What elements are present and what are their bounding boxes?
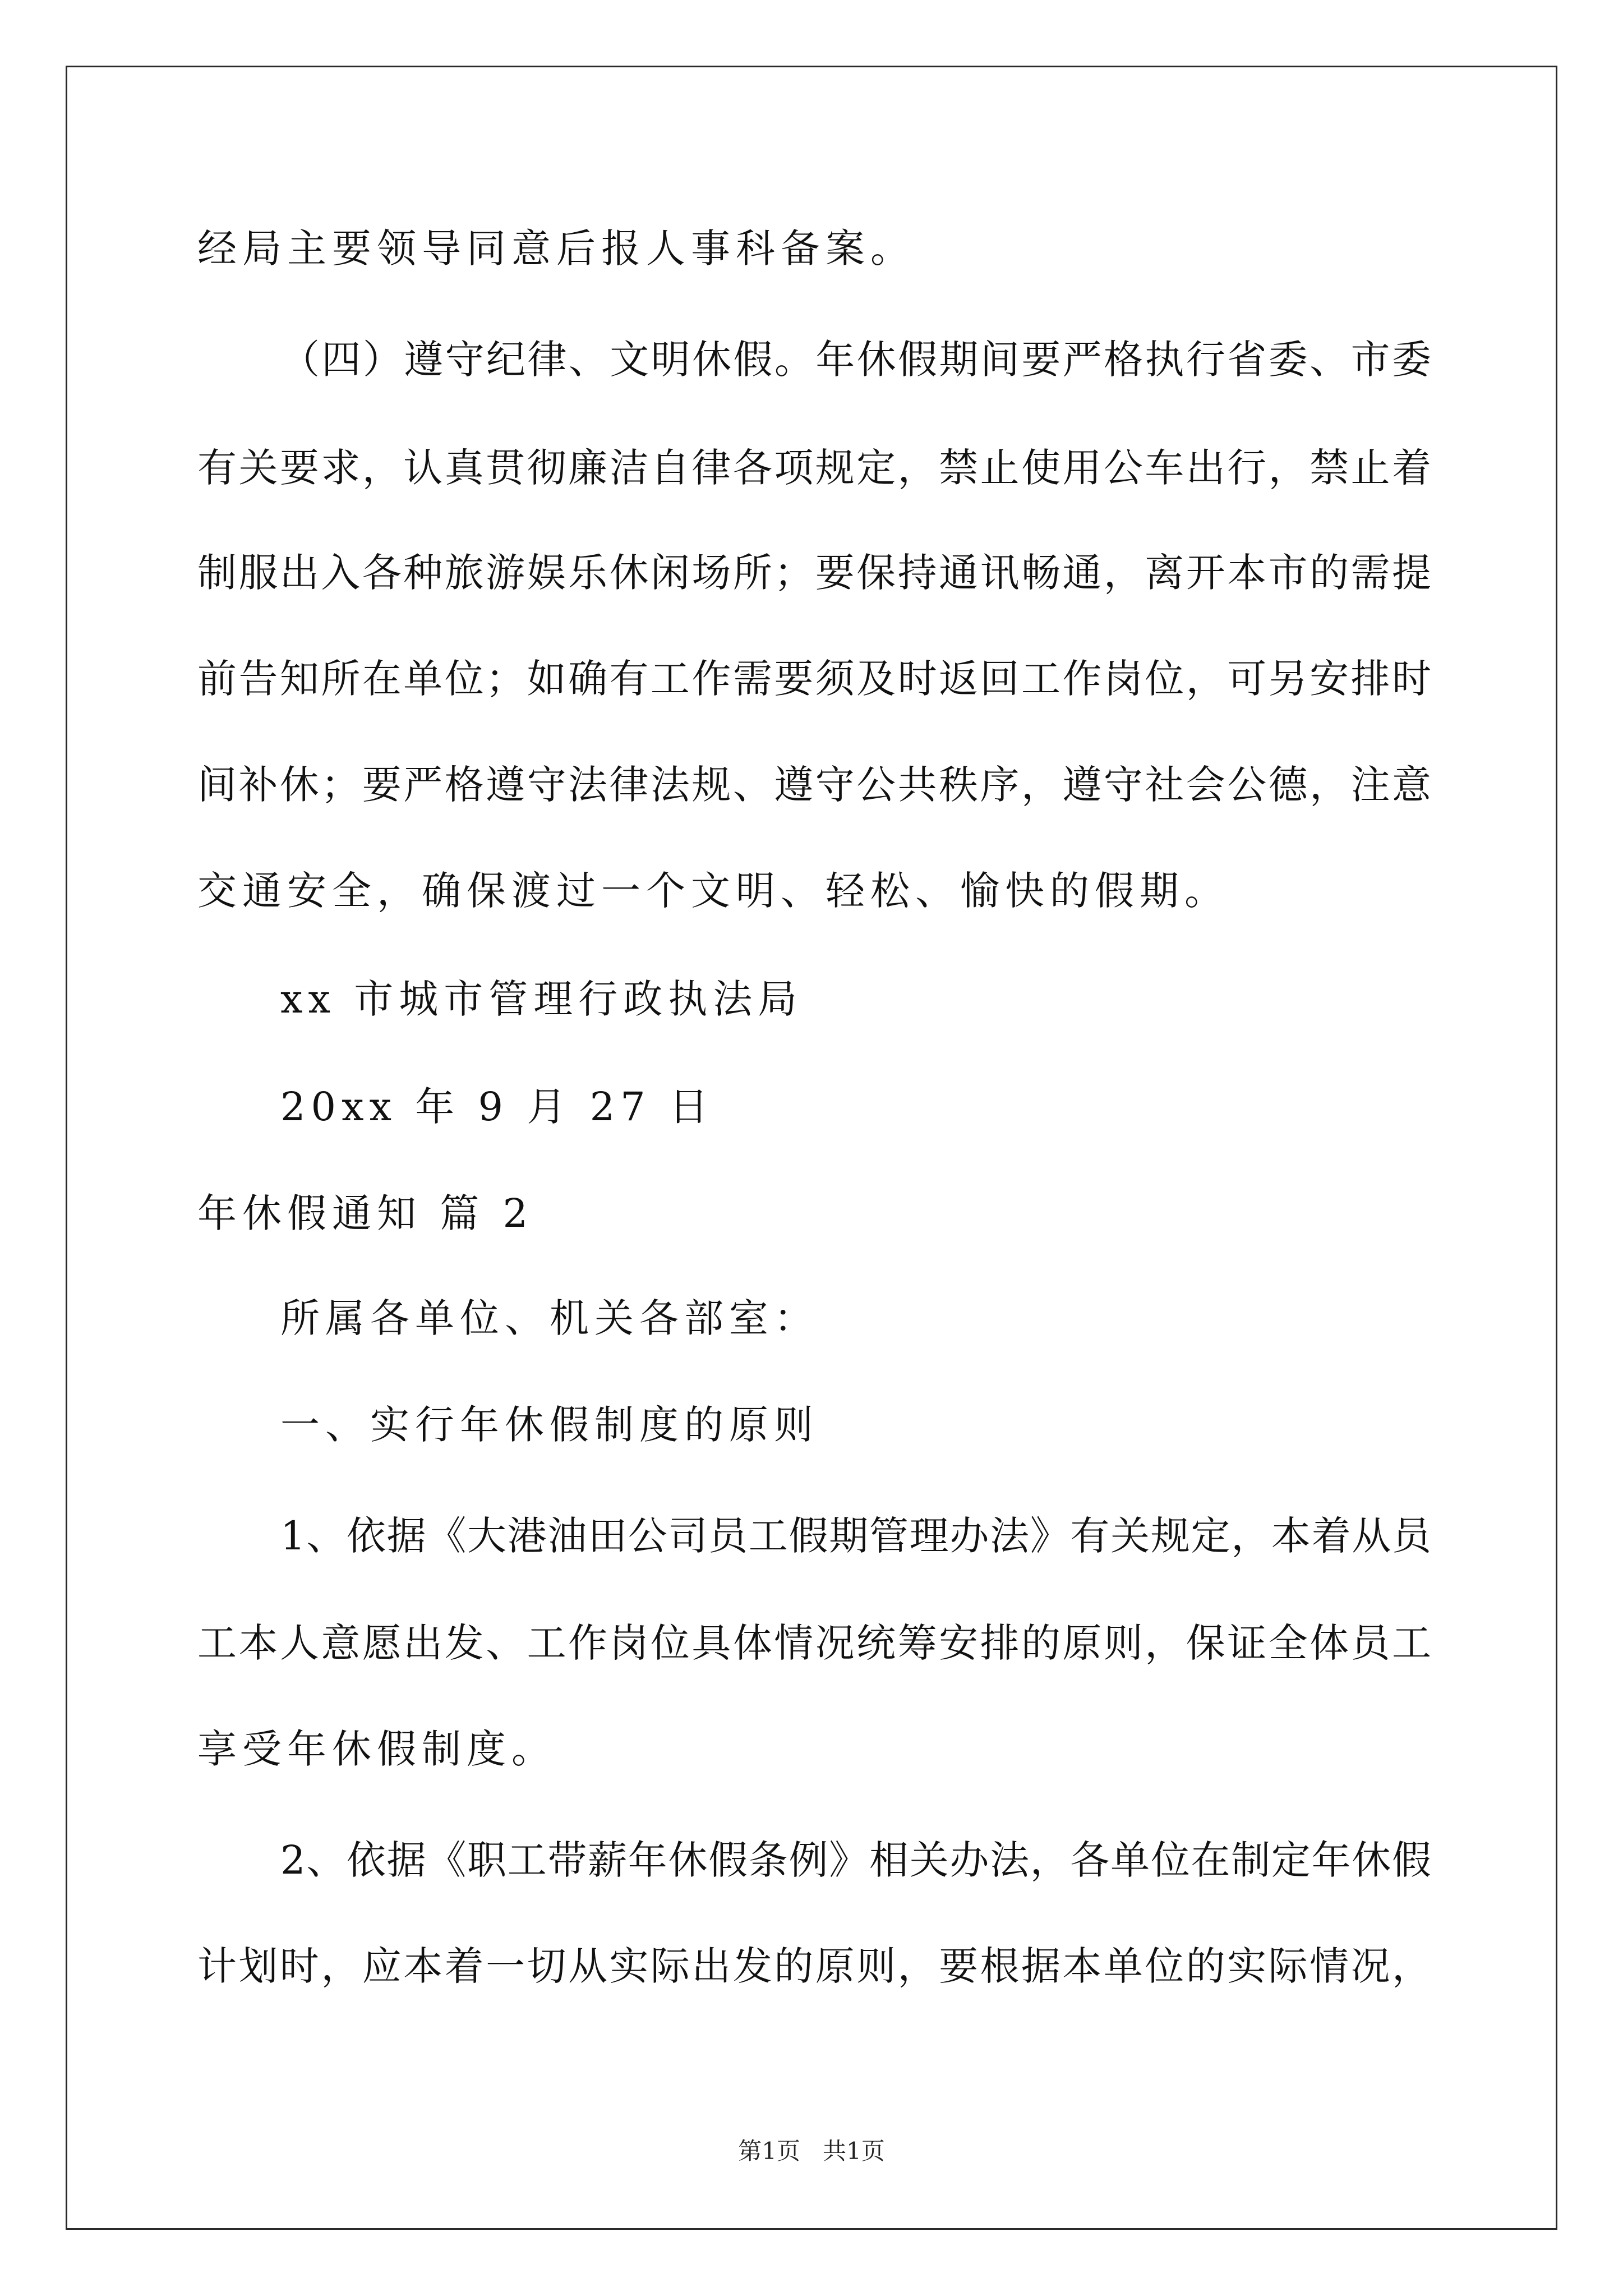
body-text-line: 前告知所在单位；如确有工作需要须及时返回工作岗位，可另安排时 [197, 656, 1431, 702]
body-text-line: 2、依据《职工带薪年休假条例》相关办法，各单位在制定年休假 [280, 1837, 1431, 1883]
article-title: 年休假通知 篇 2 [197, 1190, 534, 1236]
page-number-footer: 第1页 共1页 [738, 2137, 885, 2165]
body-text-line: 有关要求，认真贯彻廉洁自律各项规定，禁止使用公车出行，禁止着 [197, 445, 1431, 491]
page-border [66, 66, 1557, 2230]
body-text-line: 制服出入各种旅游娱乐休闲场所；要保持通讯畅通，离开本市的需提 [197, 550, 1431, 596]
salutation: 所属各单位、机关各部室： [280, 1295, 819, 1341]
issuer-name: xx 市城市管理行政执法局 [280, 976, 803, 1022]
section-heading: 一、实行年休假制度的原则 [280, 1402, 819, 1448]
body-text-line: 享受年休假制度。 [197, 1726, 556, 1772]
body-text-line: 间补休；要严格遵守法律法规、遵守公共秩序，遵守社会公德，注意 [197, 762, 1431, 808]
body-text-line: 计划时，应本着一切从实际出发的原则，要根据本单位的实际情况， [197, 1943, 1431, 1989]
body-text-line: 交通安全，确保渡过一个文明、轻松、愉快的假期。 [197, 868, 1229, 914]
body-text-line: 工本人意愿出发、工作岗位具体情况统筹安排的原则，保证全体员工 [197, 1620, 1431, 1666]
body-text-line: 经局主要领导同意后报人事科备案。 [197, 226, 915, 272]
issue-date: 20xx 年 9 月 27 日 [280, 1084, 714, 1130]
section-four-heading-line: （四）遵守纪律、文明休假。年休假期间要严格执行省委、市委 [280, 337, 1431, 383]
body-text-line: 1、依据《大港油田公司员工假期管理办法》有关规定，本着从员 [280, 1513, 1431, 1559]
